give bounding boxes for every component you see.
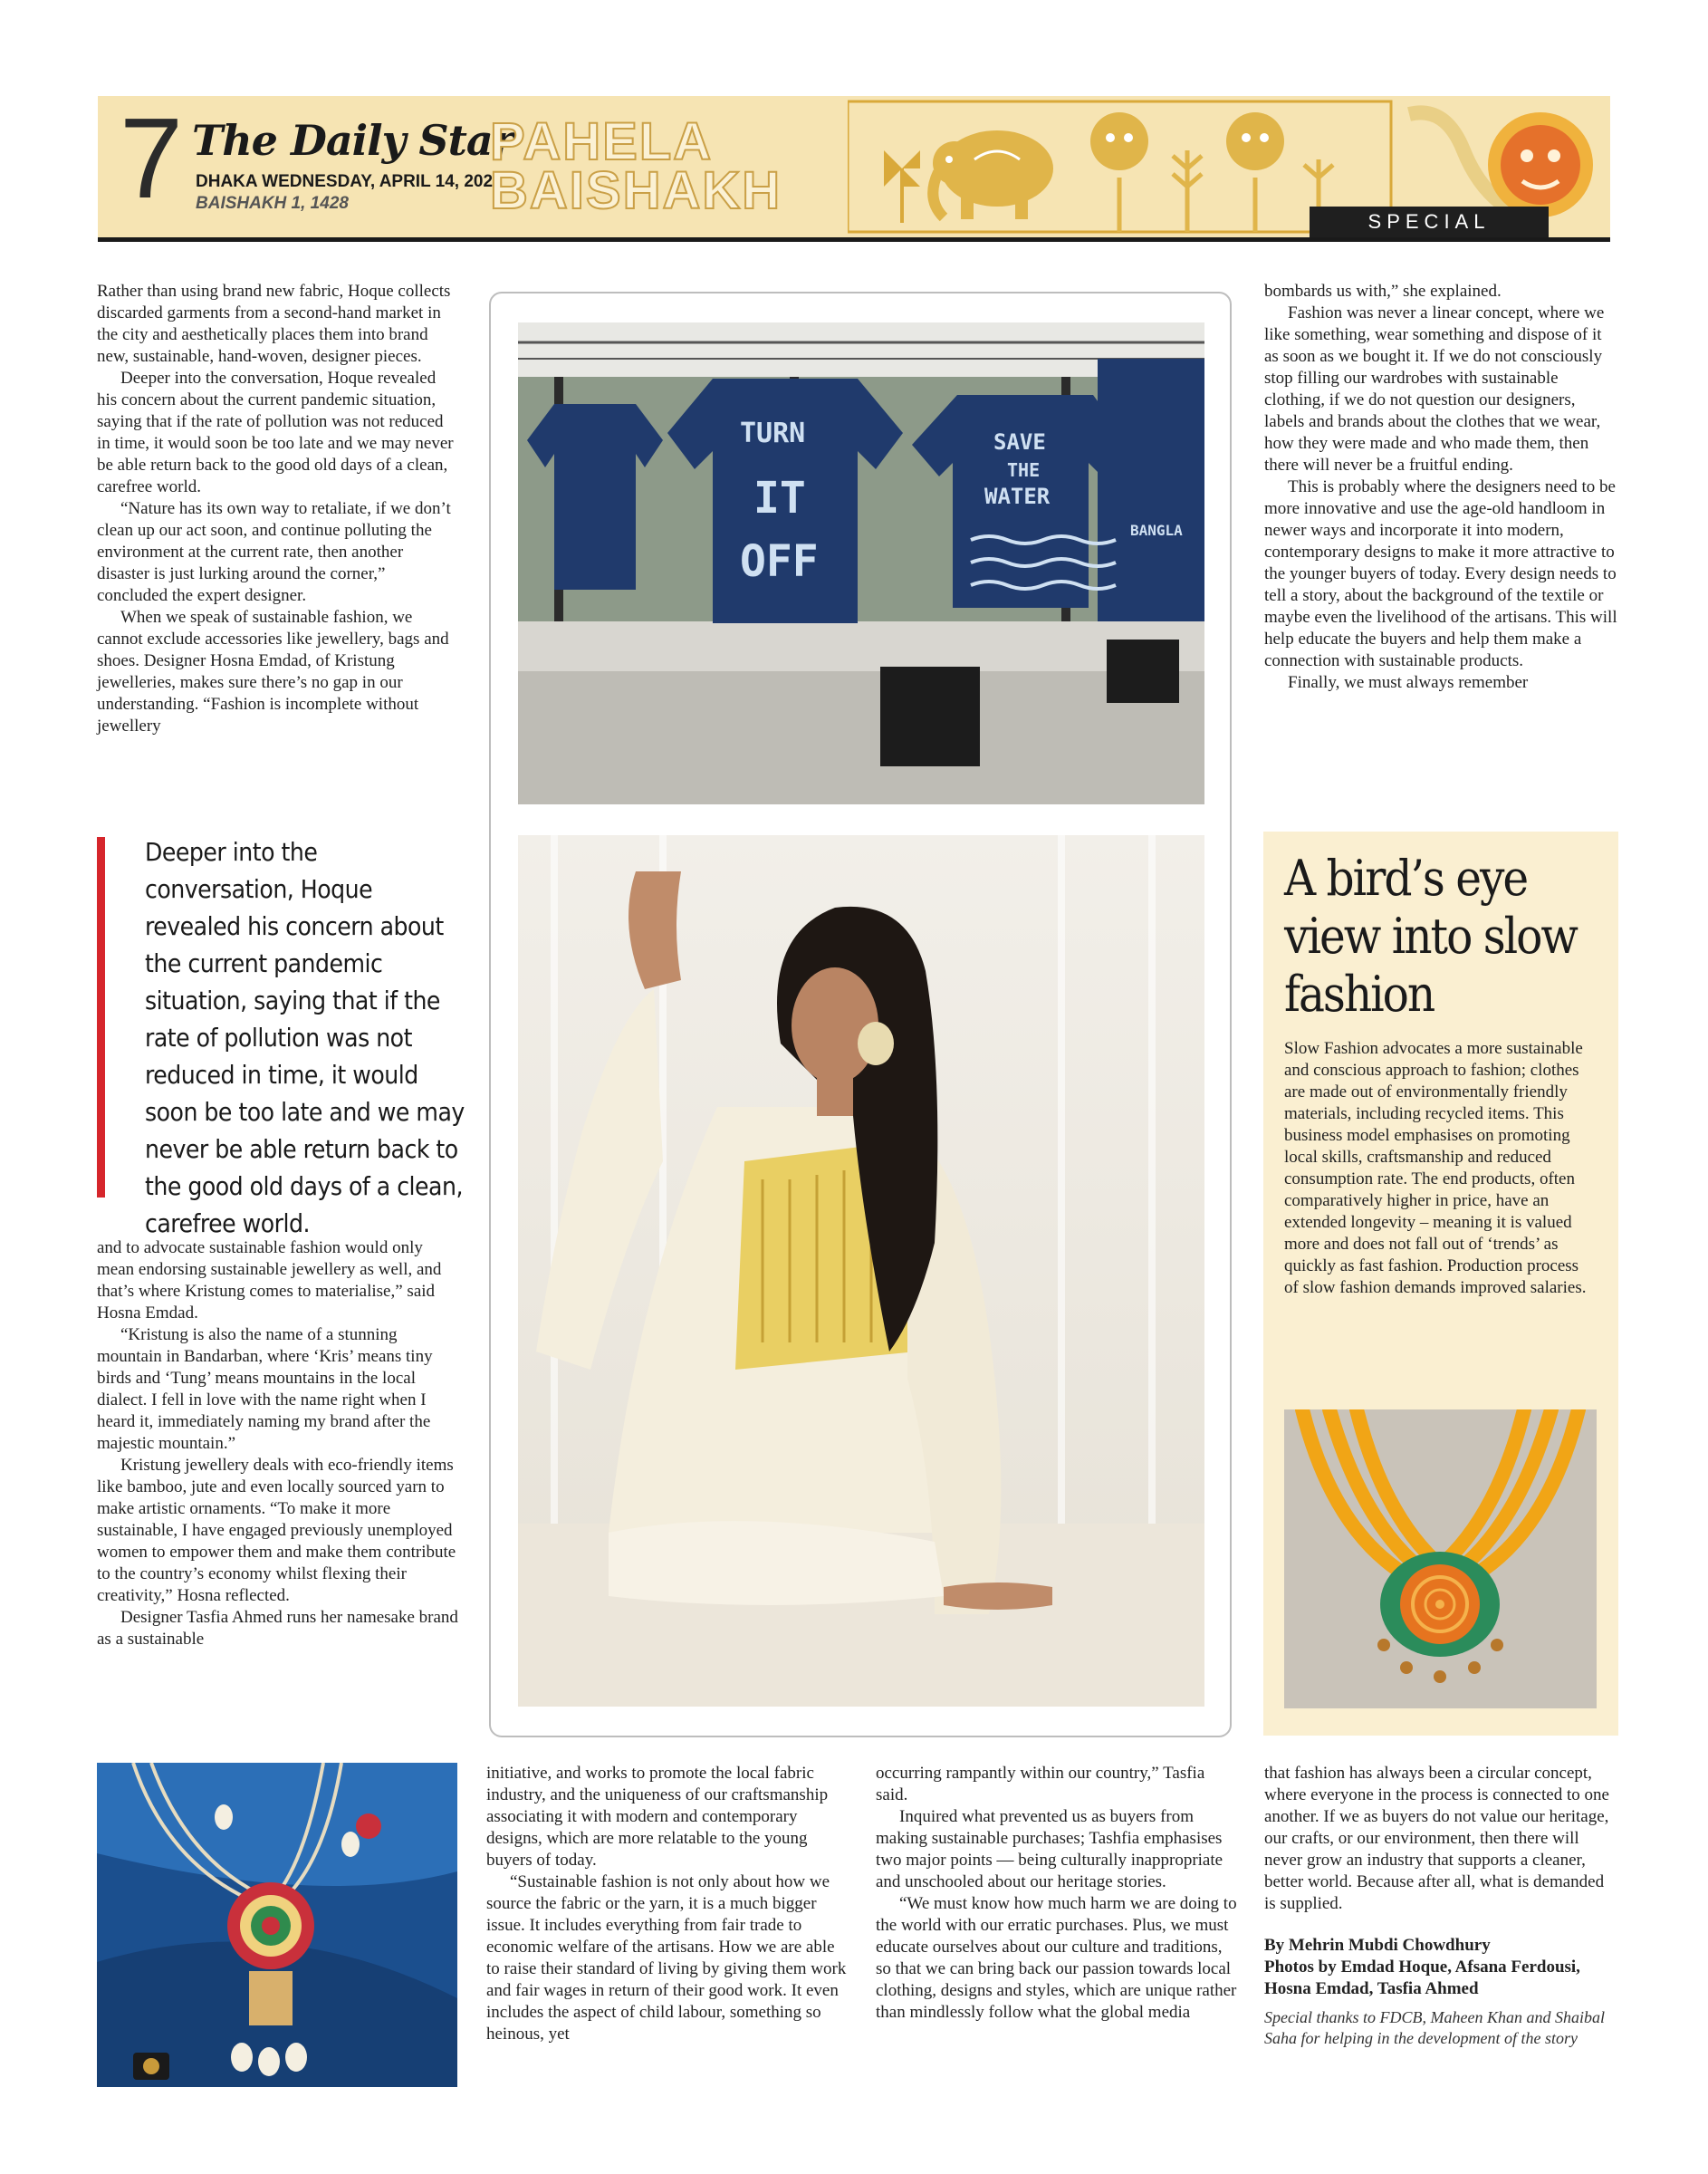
sun-mask-icon <box>1488 112 1593 217</box>
sidebar-body: Slow Fashion advocates a more sustainable and conscious approach to fashion; clothes are made out of environmentally friendly materials, including recycled items. This business model emphasises on promoting local skills, craftsmanship and reduced consumption rate. The end products, often comparatively higher in price, have an extended longevity – meaning it is valued more and does not fall out of ‘trends’ as quickly as fast fashion. Production process of slow fashion demands improved salaries. <box>1284 1039 1587 1297</box>
tshirt-print-the: THE <box>1007 459 1041 481</box>
header-rule <box>98 237 1610 242</box>
tshirt-print-off: OFF <box>740 536 819 587</box>
page-header <box>98 96 1610 237</box>
article-column-2-bottom <box>486 1763 849 2045</box>
article-column-3-bottom <box>876 1763 1238 2024</box>
credits: Special thanks to FDCB, Maheen Khan and Shaibal Saha for helping in the development of the story <box>1264 2008 1605 2047</box>
tshirt-exhibition-photo <box>518 322 1204 804</box>
section-title <box>490 112 834 220</box>
dateline: DHAKA WEDNESDAY, APRIL 14, 2021 <box>196 172 503 191</box>
paragraph: and to advocate sustainable fashion would only mean endorsing sustainable jewellery as well, and that’s where Kristung comes to materialise,” said Hosna Emdad. <box>97 1238 442 1323</box>
wheat-icon <box>1119 150 1333 232</box>
paragraph: “We must know how much harm we are doing to the world with our erratic purchases. Plus, we must educate ourselves about our culture and traditions, so that we can bring back our passion towards local clothing, designs and styles, which are unique rather than mindlessly follow what the global media <box>876 1894 1237 2022</box>
paragraph: that fashion has always been a circular concept, where everyone in the process is connected to one another. If we as buyers do not value our heritage, our crafts, or our environment, then there will never grow an industry that supports a cleaner, better world. Because after all, what is demanded is supplied. <box>1264 1764 1609 1913</box>
byline-author: By Mehrin Mubdi Chowdhury <box>1264 1936 1491 1955</box>
watermark-logo-icon <box>143 2058 159 2074</box>
paragraph: initiative, and works to promote the local fabric industry, and the uniqueness of our craftsmanship associating it with modern and contemporary designs, which are more relatable to the young buyers of today. <box>486 1764 829 1870</box>
sidebar-title: A bird’s eye view into slow fashion <box>1284 850 1577 1023</box>
tshirt-print-bangla: BANGLA <box>1130 522 1183 539</box>
paragraph: Finally, we must always remember <box>1288 673 1529 692</box>
article-column-4-top <box>1264 281 1619 694</box>
paragraph: “Sustainable fashion is not only about how we source the fabric or the yarn, it is a much bigger issue. It includes everything from fair trade to economic welfare of the artisans. How we are able to raise their standard of living by giving them work and fair wages in return of their good work. It even includes the aspect of child labour, something so heinous, yet <box>486 1872 847 2044</box>
tshirt-print-turn: TURN <box>740 418 806 449</box>
paragraph: Inquired what prevented us as buyers from making sustainable purchases; Tashfia emphasises two major points — being culturally inappropriate and unschooled about our heritage stories. <box>876 1807 1223 1891</box>
article-column-1-top <box>97 281 459 737</box>
paragraph: Designer Tasfia Ahmed runs her namesake brand as a sustainable <box>97 1608 458 1649</box>
pullquote-bar <box>97 837 105 1198</box>
paragraph: Kristung jewellery deals with eco-friendly items like bamboo, jute and even locally sourced yarn to make artistic ornaments. “To make it more sustainable, I have engaged previously unemployed women to empower them and make them contribute to the country’s economy whilst flexing their creativity,” Hosna reflected. <box>97 1456 456 1605</box>
elephant-icon <box>933 130 1053 219</box>
page-number: 7 <box>120 96 184 222</box>
article-column-4-bottom <box>1264 1763 1619 2049</box>
special-tag: SPECIAL <box>1310 207 1549 237</box>
paragraph: Rather than using brand new fabric, Hoque collects discarded garments from a second-hand market in the city and aesthetically places them into brand new, sustainable, hand-woven, designer pieces. <box>97 282 451 366</box>
section-title-line2: BAISHAKH <box>490 161 782 220</box>
bengali-date: BAISHAKH 1, 1428 <box>196 194 349 213</box>
jewellery-photo <box>97 1763 457 2087</box>
paragraph: When we speak of sustainable fashion, we cannot exclude accessories like jewellery, bags and shoes. Designer Hosna Emdad, of Kristung jewelleries, makes sure there’s no gap in our understanding. “Fashion is incomplete without jewellery <box>97 608 449 736</box>
model-photo <box>518 835 1204 1707</box>
masthead-logo: The Daily Star <box>192 116 513 165</box>
paragraph: bombards us with,” she explained. <box>1264 282 1502 301</box>
tshirt-print-save: SAVE <box>993 429 1046 455</box>
paragraph: Deeper into the conversation, Hoque revealed his concern about the current pandemic situation, saying that if the rate of pollution was not reduced in time, it would soon be too late and we may never be able return back to the good old days of a clean, carefree world. <box>97 369 454 496</box>
pinwheel-icon <box>884 150 920 223</box>
pullquote: Deeper into the conversation, Hoque revealed his concern about the current pandemic situation, saying that if the rate of pollution was not reduced in time, it would soon be too late and we may never be able return back to the good old days of a clean, carefree world. <box>145 837 465 1238</box>
article-column-1-bottom <box>97 1237 459 1650</box>
paragraph: This is probably where the designers need to be more innovative and use the age-old handloom in newer ways and incorporate it into modern, contemporary designs to make it more attractive to the younger buyers of today. Every design needs to tell a story, about the background of the textile or maybe even the livelihood of the artisans. This will help educate the buyers and help them make a connection with sustainable products. <box>1264 477 1617 670</box>
tshirt-print-it: IT <box>753 473 806 524</box>
paragraph: “Kristung is also the name of a stunning mountain in Bandarban, where ‘Kris’ means tiny birds and ‘Tung’ means mountains in the local dialect. I fell in love with the name right when I heard it, immediately naming my brand after the majestic mountain.” <box>97 1325 433 1453</box>
paragraph: Fashion was never a linear concept, where we like something, wear something and dispose of it as soon as we bought it. If we do not consciously stop filling our wardrobes with sustainable clothing, if we do not question our designers, labels and brands about the clothes that we wear, how they were made and who made them, then there will never be a fruitful ending. <box>1264 303 1605 475</box>
necklace-photo <box>1284 1409 1597 1708</box>
tshirt-print-water: WATER <box>984 484 1051 509</box>
paragraph: occurring rampantly within our country,” Tasfia said. <box>876 1764 1205 1804</box>
paragraph: “Nature has its own way to retaliate, if we don’t clean up our act soon, and continue polluting the environment at the current rate, then another disaster is just lurking around the corner,” concluded the expert designer. <box>97 499 451 605</box>
byline-photos: Photos by Emdad Hoque, Afsana Ferdousi, Hosna Emdad, Tasfia Ahmed <box>1264 1958 1580 1998</box>
section-title-line1: PAHELA <box>490 112 714 171</box>
